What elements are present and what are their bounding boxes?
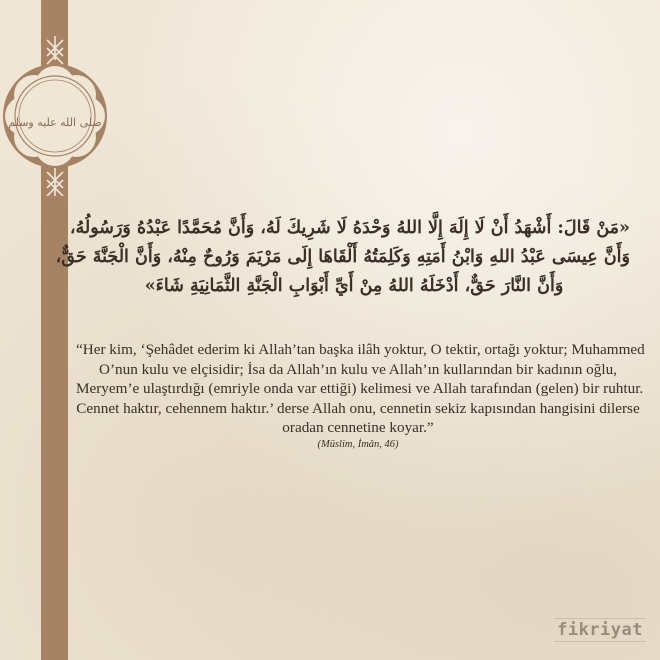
arabic-line: وَأَنَّ النَّارَ حَقٌّ، أَدْخَلَهُ اللهُ مِنْ أَيِّ أَبْوَابِ الْجَنَّةِ الثَّمَانِيَةِ شَاءَ» <box>144 276 564 296</box>
translation-line: Meryem’e ulaştırdığı (emriyle onda var ettiği) kelimesi ve Allah tarafından (gelen) bir ruhtur. <box>76 380 644 397</box>
translation-line: O’nun kulu ve elçisidir; İsa da Allah’ın kulu ve Allah’ın kullarından bir kadının oğlu, <box>99 360 617 378</box>
arabic-hadith-text <box>55 214 630 301</box>
translation-line: Cennet haktır, cehennem haktır.’ derse Allah onu, cennetin sekiz kapısından hangisini dilerse <box>76 399 640 417</box>
emblem-text: صلى الله عليه وسلم <box>8 116 102 129</box>
turkish-translation <box>76 340 645 438</box>
arabic-line: وَأَنَّ عِيسَى عَبْدُ اللهِ وَابْنُ أَمَتِهِ وَكَلِمَتُهُ أَلْقَاهَا إِلَى مَرْيَمَ وَرُوحٌ مِنْهُ، وَأَنَّ الْجَنَّةَ حَقٌّ، <box>55 247 630 267</box>
source-citation: (Müslim, İmân, 46) <box>317 439 399 450</box>
brand-logo: fikriyat <box>554 618 646 642</box>
translation-line: “Her kim, ‘Şehâdet ederim ki Allah’tan başka ilâh yoktur, O tektir, ortağı yoktur; Muhammed <box>76 341 645 358</box>
arabic-line: «مَنْ قَالَ: أَشْهَدُ أَنْ لَا إِلَهَ إِلَّا اللهُ وَحْدَهُ لَا شَرِيكَ لَهُ، وَأَنَّ مُحَمَّدًا عَبْدُهُ وَرَسُولُهُ، <box>69 218 630 238</box>
salawat-emblem-icon <box>0 36 110 196</box>
translation-line: oradan cennetine koyar.” <box>282 419 434 436</box>
